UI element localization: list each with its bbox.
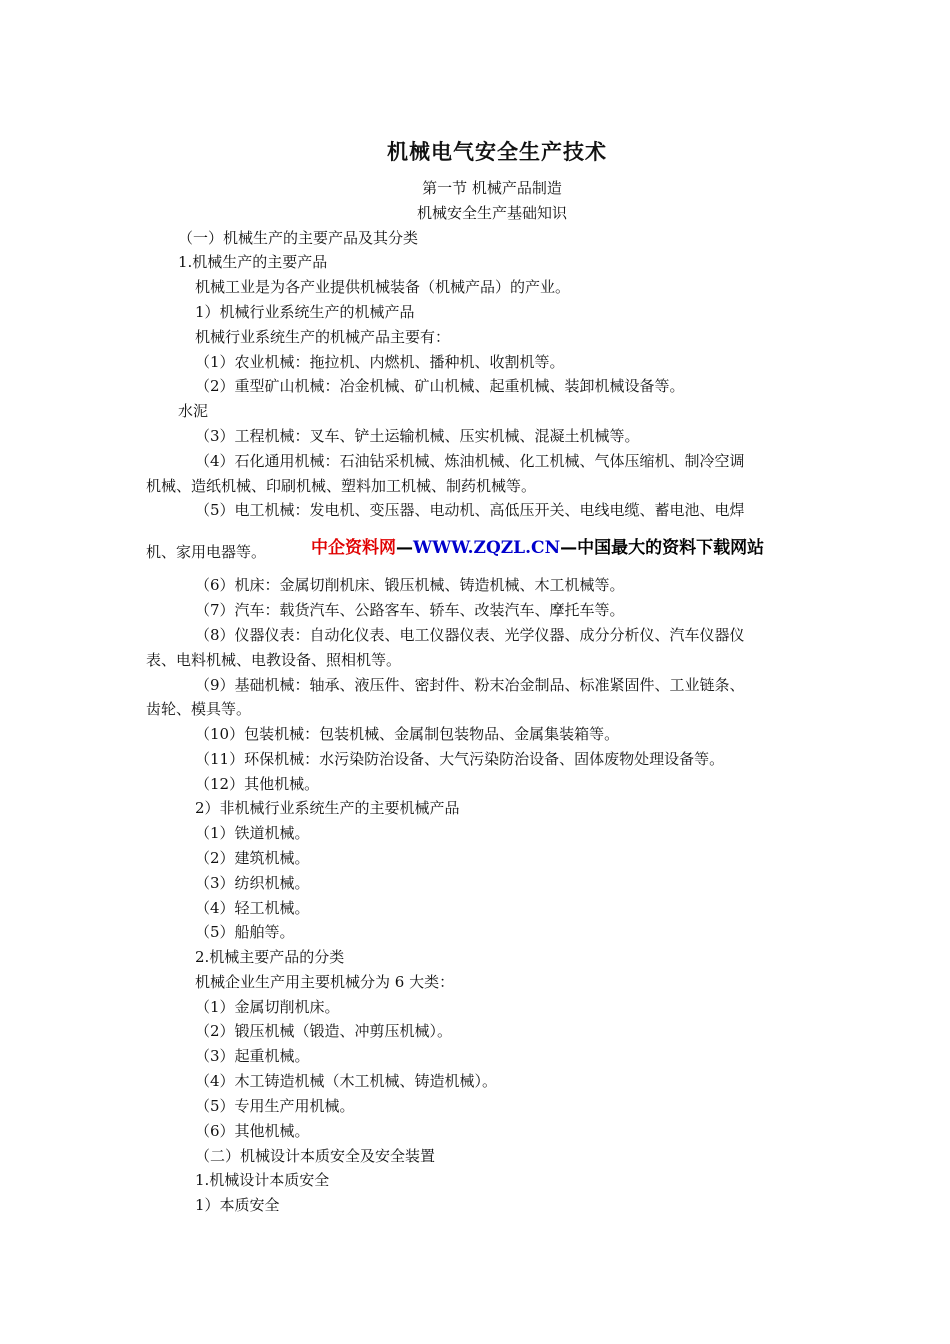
paragraph-line: （1）金属切削机床。 [195,998,340,1016]
section-heading: 第一节 机械产品制造 [422,179,562,197]
paragraph-line: （5）电工机械：发电机、变压器、电动机、高低压开关、电线电缆、蓄电池、电焊 [195,501,745,519]
paragraph-line: （11）环保机械：水污染防治设备、大气污染防治设备、固体废物处理设备等。 [195,750,725,768]
paragraph-line: 2）非机械行业系统生产的主要机械产品 [195,799,460,817]
paragraph-line: （12）其他机械。 [195,775,320,793]
paragraph-line: （二）机械设计本质安全及安全装置 [195,1147,436,1165]
paragraph-line: （1）铁道机械。 [195,824,310,842]
paragraph-line: 1）机械行业系统生产的机械产品 [195,303,415,321]
paragraph-line: 1.机械设计本质安全 [195,1171,330,1189]
paragraph-line: 1.机械生产的主要产品 [178,253,328,271]
paragraph-line: （一）机械生产的主要产品及其分类 [178,229,419,247]
paragraph-line: 水泥 [178,402,209,420]
paragraph-line: （10）包装机械：包装机械、金属制包装物品、金属集装箱等。 [195,725,620,743]
watermark-dash: — [560,538,578,558]
paragraph-line: （5）船舶等。 [195,923,295,941]
paragraph-line: 机、家用电器等。 [146,543,267,561]
paragraph-line: 机械、造纸机械、印刷机械、塑料加工机械、制药机械等。 [146,477,537,495]
paragraph-line: （4）木工铸造机械（木工机械、铸造机械）。 [195,1072,498,1090]
document-title: 机械电气安全生产技术 [387,139,607,164]
paragraph-line: （2）锻压机械（锻造、冲剪压机械）。 [195,1022,453,1040]
paragraph-line: （3）纺织机械。 [195,874,310,892]
paragraph-line: 机械工业是为各产业提供机械装备（机械产品）的产业。 [195,278,571,296]
paragraph-line: 2.机械主要产品的分类 [195,948,345,966]
paragraph-line: （4）石化通用机械：石油钻采机械、炼油机械、化工机械、气体压缩机、制冷空调 [195,452,745,470]
paragraph-line: （3）起重机械。 [195,1047,310,1065]
paragraph-line: （3）工程机械：叉车、铲土运输机械、压实机械、混凝土机械等。 [195,427,640,445]
paragraph-line: （6）机床：金属切削机床、锻压机械、铸造机械、木工机械等。 [195,576,625,594]
paragraph-line: 齿轮、模具等。 [146,700,252,718]
paragraph-line: （2）建筑机械。 [195,849,310,867]
paragraph-line: 表、电料机械、电教设备、照相机等。 [146,651,402,669]
watermark-url: WWW.ZQZL.CN [413,538,561,558]
paragraph-line: （6）其他机械。 [195,1122,310,1140]
paragraph-line: （2）重型矿山机械：冶金机械、矿山机械、起重机械、装卸机械设备等。 [195,377,685,395]
watermark-dash: — [396,538,413,558]
paragraph-line: 机械行业系统生产的机械产品主要有： [195,328,451,346]
paragraph-line: 机械企业生产用主要机械分为 6 大类： [195,973,455,991]
paragraph-line: （5）专用生产用机械。 [195,1097,355,1115]
paragraph-line: （9）基础机械：轴承、液压件、密封件、粉末冶金制品、标准紧固件、工业链条、 [195,676,745,694]
watermark-site-name: 中企资料网 [311,538,396,558]
paragraph-line: （4）轻工机械。 [195,899,310,917]
paragraph-line: （8）仪器仪表：自动化仪表、电工仪器仪表、光学仪器、成分分析仪、汽车仪器仪 [195,626,745,644]
paragraph-line: 1）本质安全 [195,1196,280,1214]
watermark-banner [311,533,764,558]
paragraph-line: （1）农业机械：拖拉机、内燃机、播种机、收割机等。 [195,353,565,371]
subsection-heading: 机械安全生产基础知识 [416,204,567,222]
paragraph-line: （7）汽车：载货汽车、公路客车、轿车、改装汽车、摩托车等。 [195,601,625,619]
watermark-tagline: 中国最大的资料下载网站 [577,538,765,558]
